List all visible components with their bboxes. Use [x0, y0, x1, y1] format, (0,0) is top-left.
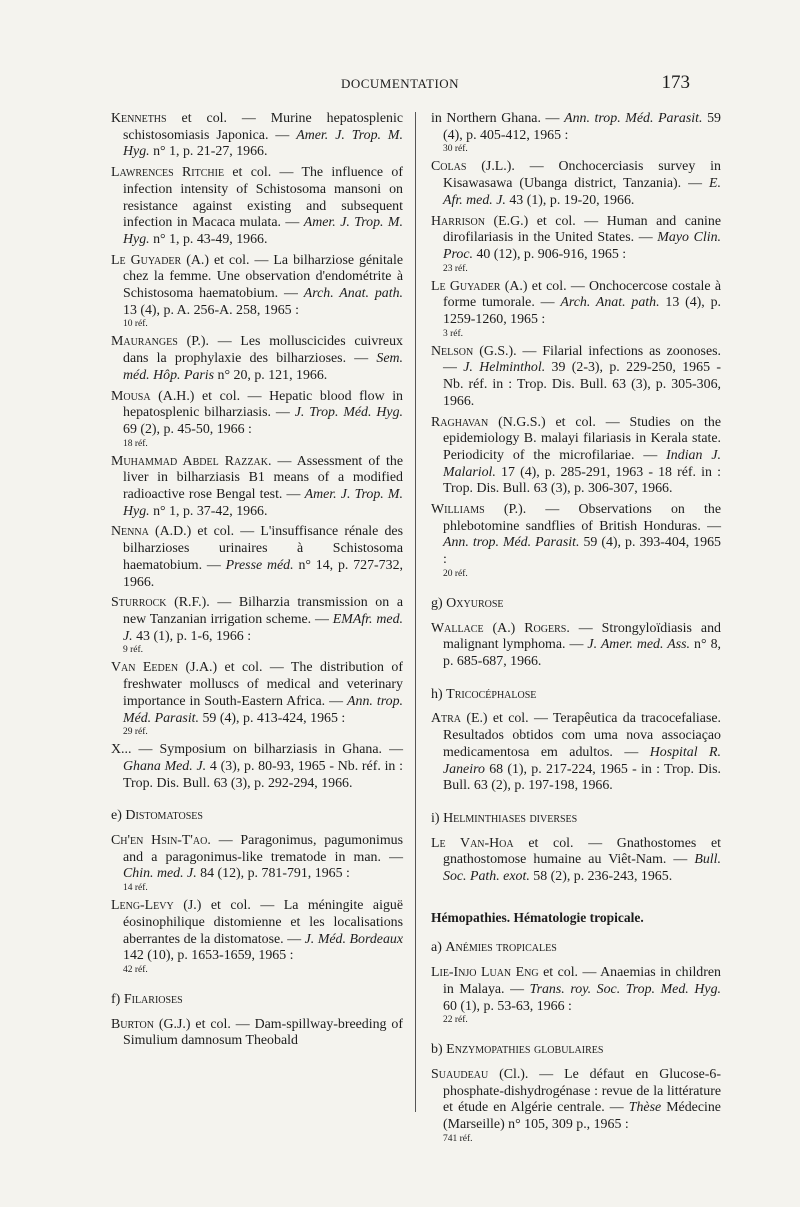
entry-journal: Mayo Clin. Proc.	[443, 230, 721, 262]
entry-text: (Cl.). — Le défaut en Glucose-6-phosphate-dishydrogénase : revue de la littérature et étude en Algérie centrale. —	[443, 1066, 721, 1116]
entry-journal: Ann. trop. Méd. Parasit.	[123, 693, 404, 726]
entry-journal: Hospital R. Janeiro	[443, 744, 722, 777]
entry-author: Ch'en Hsin-T'ao	[111, 833, 208, 849]
bibliography-entry	[111, 389, 403, 450]
entry-refs: 30 réf.	[443, 144, 468, 155]
entry-author: Kenneths	[111, 111, 167, 126]
entry-tail: 43 (1), p. 19-20, 1966.	[505, 192, 635, 208]
entry-text: (R.F.). — Bilharzia transmission on a new Tanzanian irrigation scheme. —	[123, 595, 403, 627]
entry-author: Suaudeau	[431, 1066, 489, 1082]
entry-text: (J.L.). — Onchocerciasis survey in Kisawasawa (Ubanga district, Tanzania). —	[443, 159, 721, 192]
section-heading: i) Helminthiases diverses	[431, 810, 578, 826]
bibliography-entry	[111, 742, 403, 792]
entry-refs: 9 réf.	[123, 645, 144, 656]
bibliography-entry	[431, 711, 721, 795]
entry-tail: 13 (4), p. 1259-1260, 1965 :	[443, 295, 721, 328]
entry-author: Wallace (A.) Rogers	[431, 620, 567, 636]
entry-tail: n° 1, p. 21-27, 1966.	[149, 144, 268, 160]
bibliography-entry	[431, 111, 721, 155]
entry-text: et col. — Gnathostomes et gnathostomose humaine au Viêt-Nam. —	[443, 835, 721, 868]
entry-author: Van Eeden	[111, 660, 179, 676]
entry-tail: 17 (4), p. 285-291, 1963 - 18 réf. in : Trop. Dis. Bull. 63 (3), p. 306-307, 1966.	[443, 464, 721, 497]
entry-refs: 18 réf.	[123, 438, 148, 449]
entry-tail: 43 (1), p. 1-6, 1966 :	[132, 628, 252, 644]
entry-author: Mauranges	[111, 334, 178, 350]
entry-tail: 68 (1), p. 217-224, 1965 - in : Trop. Dis. Bull. 63 (2), p. 197-198, 1966.	[443, 761, 721, 794]
entry-journal: Amer. J. Trop. M. Hyg.	[123, 215, 403, 247]
major-heading: Hémopathies. Hématologie tropicale.	[431, 909, 644, 925]
entry-tail: 60 (1), p. 53-63, 1966 :	[443, 998, 572, 1014]
bibliography-entry	[111, 334, 403, 384]
entry-refs: 22 réf.	[443, 1015, 468, 1026]
right-column	[431, 111, 721, 1149]
entry-refs: 741 réf.	[443, 1133, 473, 1144]
entry-journal: Arch. Anat. path.	[303, 286, 403, 302]
entry-author: Nenna	[111, 524, 149, 540]
entry-tail: 39 (2-3), p. 229-250, 1965 - Nb. réf. in : Trop. Dis. Bull. 63 (3), p. 305-306, 1966.	[443, 360, 721, 409]
entry-author: Lawrences Ritchie	[111, 165, 225, 181]
bibliography-entry	[431, 214, 721, 275]
entry-journal: J. Méd. Bordeaux	[304, 931, 403, 947]
bibliography-entry	[111, 454, 403, 521]
entry-text: (P.). — Les molluscicides cuivreux dans la prophylaxie des bilharzioses. —	[123, 334, 403, 367]
entry-refs: 10 réf.	[123, 319, 148, 330]
entry-text: . — Strongyloïdiasis and malignant lymphoma. —	[443, 620, 721, 653]
entry-tail: 84 (12), p. 781-791, 1965 :	[196, 866, 350, 882]
bibliography-entry	[431, 1067, 721, 1145]
section-heading: g) Oxyurose	[431, 595, 504, 611]
page-number: 173	[661, 72, 690, 93]
section-heading: b) Enzymopathies globulaires	[431, 1042, 604, 1058]
entry-text: (E.G.) et col. — Human and canine dirofilariasis in the United States. —	[443, 213, 721, 246]
bibliography-entry	[111, 111, 403, 161]
entry-journal: Sem. méd. Hôp. Paris	[123, 351, 403, 383]
entry-journal: Arch. Anat. path.	[560, 295, 660, 311]
entry-tail: n° 1, p. 43-49, 1966.	[149, 231, 268, 247]
entry-journal: J. Amer. med. Ass.	[587, 637, 691, 653]
entry-journal: Ann. trop. Méd. Parasit.	[564, 111, 703, 126]
entry-author: Lie-Injo Luan Eng	[431, 965, 539, 981]
entry-text: (P.). — Observations on the phlebotomine sandflies of British Honduras. —	[443, 502, 721, 534]
section-heading: f) Filarioses	[111, 991, 183, 1007]
entry-tail: 59 (4), p. 405-412, 1965 :	[443, 111, 721, 143]
entry-author: Le Guyader	[431, 278, 501, 294]
bibliography-entry	[431, 279, 721, 340]
entry-refs: 3 réf.	[443, 328, 464, 339]
entry-text: (G.J.) et col. — Dam-spillway-breeding of Simulium damnosum Theobald	[123, 1016, 403, 1049]
entry-text: (A.H.) et col. — Hepatic blood flow in hepatosplenic bilharziasis. —	[123, 388, 403, 421]
entry-journal: Ann. trop. Méd. Parasit.	[443, 535, 580, 551]
entry-journal: Thèse	[628, 1100, 662, 1116]
entry-journal: Bull. Soc. Path. exot.	[443, 852, 721, 885]
entry-journal: E. Afr. med. J.	[443, 176, 721, 208]
bibliography-entry	[431, 502, 721, 580]
bibliography-entry	[431, 621, 721, 671]
entry-refs: 20 réf.	[443, 568, 468, 579]
entry-text: (E.) et col. — Terapêutica da tracocefaliase. Resultados obtidos com uma nova associaçao medicamentosa em adultos. —	[443, 711, 721, 760]
entry-author: Burton	[111, 1016, 154, 1032]
entry-tail: 4 (3), p. 80-93, 1965 - Nb. réf. in : Trop. Dis. Bull. 63 (3), p. 292-294, 1966.	[123, 758, 403, 791]
entry-text: (N.G.S.) et col. — Studies on the epidemiology B. malayi filariasis in Kerala state. Periodicity of the microfilariae. —	[443, 414, 721, 463]
bibliography-entry	[111, 833, 403, 894]
bibliography-entry	[431, 159, 721, 209]
entry-refs: 14 réf.	[123, 883, 148, 894]
entry-tail: 40 (12), p. 906-916, 1965 :	[472, 246, 627, 262]
left-column	[111, 111, 403, 1054]
entry-text: et col. — The influence of infection intensity of Schistosoma mansoni on resistance against existing and subsequent infection in Macaca mulata. —	[123, 165, 403, 231]
entry-journal: Trans. roy. Soc. Trop. Med. Hyg.	[529, 981, 721, 997]
entry-journal: J. Trop. Méd. Hyg.	[294, 405, 403, 421]
entry-tail: 59 (4), p. 393-404, 1965 :	[443, 535, 721, 568]
entry-text: X... — Symposium on bilharziasis in Ghana. —	[111, 742, 403, 758]
entry-journal: Ghana Med. J.	[123, 758, 207, 774]
entry-text: in Northern Ghana. —	[431, 111, 565, 126]
entry-author: Colas	[431, 159, 467, 175]
bibliography-entry	[111, 898, 403, 976]
entry-text: . — Paragonimus, pagumonimus and a paragonimus-like trematode in man. —	[123, 833, 403, 865]
entry-text: (A.) et col. — La bilharziose génitale chez la femme. Une observation d'endométrite à Schistosoma haematobium. —	[123, 252, 403, 302]
entry-author: Harrison	[431, 213, 485, 229]
entry-author: Mousa	[111, 388, 151, 404]
entry-text: (G.S.). — Filarial infections as zoonoses. —	[443, 343, 721, 376]
bibliography-entry	[111, 660, 403, 738]
entry-tail: n° 20, p. 121, 1966.	[214, 367, 328, 383]
entry-tail: 58 (2), p. 236-243, 1965.	[529, 869, 673, 885]
entry-journal: Indian J. Malariol.	[443, 447, 721, 480]
entry-tail: n° 14, p. 727-732, 1966.	[123, 557, 403, 590]
entry-refs: 42 réf.	[123, 964, 148, 975]
entry-tail: 13 (4), p. A. 256-A. 258, 1965 :	[123, 302, 299, 318]
entry-tail: Médecine (Marseille) n° 105, 309 p., 1965 :	[443, 1100, 721, 1133]
entry-tail: n° 8, p. 685-687, 1966.	[443, 637, 721, 669]
entry-text: (A.) et col. — Onchocercose costale à forme tumorale. —	[443, 278, 721, 311]
entry-refs: 29 réf.	[123, 727, 148, 738]
bibliography-entry	[431, 836, 721, 886]
entry-tail: 59 (4), p. 413-424, 1965 :	[199, 710, 346, 726]
entry-author: Leng-Levy	[111, 898, 174, 914]
entry-tail: 69 (2), p. 45-50, 1966 :	[123, 421, 252, 437]
entry-author: Atra	[431, 711, 462, 727]
section-heading: h) Tricocéphalose	[431, 686, 537, 702]
entry-text: et col. — Anaemias in children in Malaya. —	[443, 965, 721, 997]
entry-tail: n° 1, p. 37-42, 1966.	[149, 503, 268, 519]
entry-author: Sturrock	[111, 595, 167, 611]
bibliography-entry	[111, 165, 403, 249]
bibliography-entry	[111, 1017, 403, 1050]
entry-author: Le Guyader	[111, 252, 182, 268]
entry-journal: Amer. J. Trop. M. Hyg.	[123, 487, 403, 519]
entry-author: Nelson	[431, 343, 474, 359]
entry-refs: 23 réf.	[443, 263, 468, 274]
entry-journal: EMAfr. med. J.	[123, 611, 403, 644]
entry-author: Le Van-Hoa	[431, 835, 514, 851]
entry-author: Muhammad Abdel Razzak	[111, 453, 268, 469]
entry-text: (A.D.) et col. — L'insuffisance rénale des bilharzioses urinaires à Schistosoma haematobium. —	[123, 524, 403, 573]
page-header	[110, 72, 690, 98]
bibliography-entry	[111, 253, 403, 331]
entry-tail: 142 (10), p. 1653-1659, 1965 :	[123, 948, 294, 964]
entry-author: Williams	[431, 502, 485, 518]
running-head: DOCUMENTATION	[340, 76, 460, 91]
bibliography-entry	[431, 415, 721, 499]
section-heading: a) Anémies tropicales	[431, 940, 557, 956]
entry-journal: Amer. J. Trop. M. Hyg.	[123, 127, 403, 160]
entry-journal: J. Helminthol.	[463, 360, 546, 376]
entry-text: (J.) et col. — La méningite aiguë éosinophilique distomienne et les localisations aberrantes de la distomatose. —	[123, 898, 403, 947]
entry-author: Raghavan	[431, 414, 489, 430]
section-heading: e) Distomatoses	[111, 808, 203, 824]
entry-journal: Presse méd.	[225, 557, 294, 573]
entry-text: et col. — Murine hepatosplenic schistosomiasis Japonica. —	[123, 111, 403, 143]
entry-text: (J.A.) et col. — The distribution of freshwater molluscs of medical and veterinary importance in South-Eastern Africa. —	[123, 660, 403, 709]
bibliography-entry	[111, 595, 403, 656]
bibliography-entry	[431, 344, 721, 411]
bibliography-entry	[431, 965, 721, 1026]
entry-journal: Chin. med. J.	[123, 866, 197, 882]
column-divider	[415, 112, 416, 1112]
bibliography-entry	[111, 524, 403, 591]
entry-text: . — Assessment of the liver in bilharziasis B1 means of a modified radioactive rose Bengal test. —	[123, 453, 403, 503]
